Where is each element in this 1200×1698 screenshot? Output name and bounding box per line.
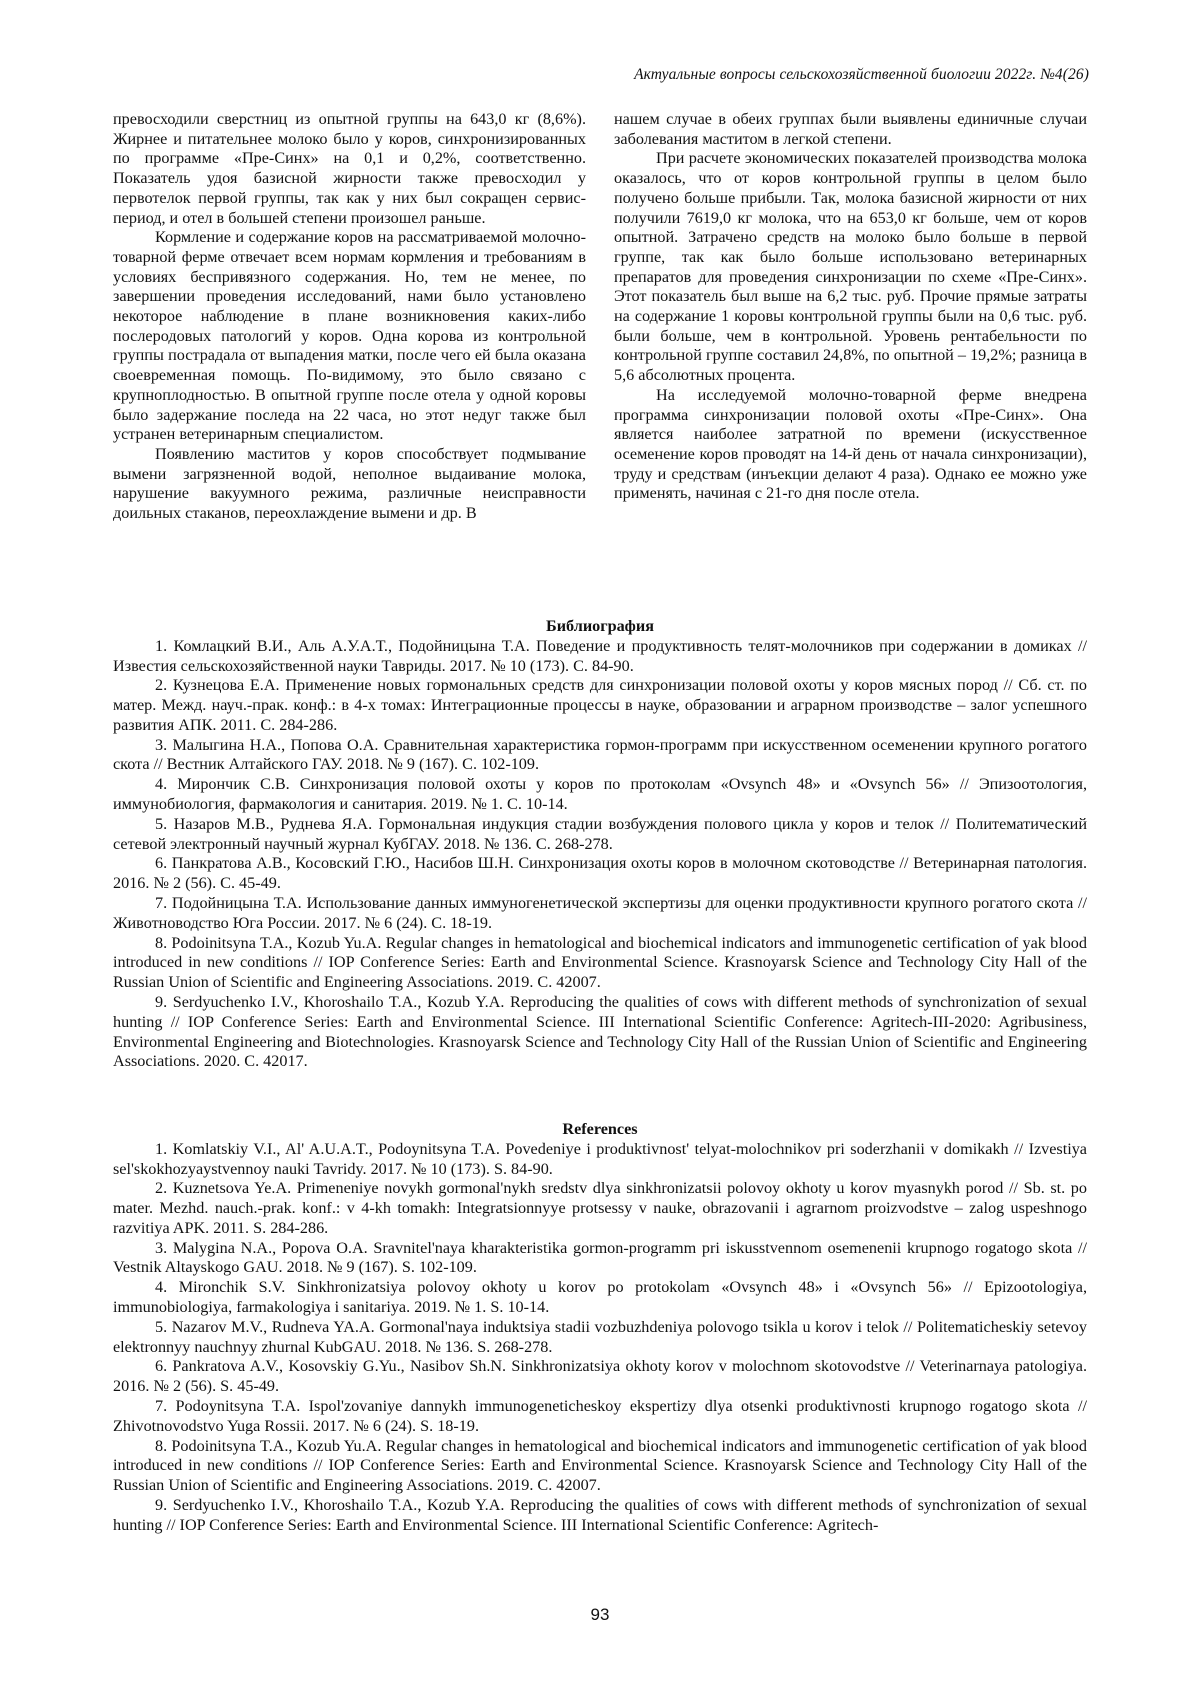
reference-item: 5. Nazarov M.V., Rudneva YA.A. Gormonal'naya induktsiya stadii vozbuzhdeniya polovogo tsikla u korov i telok // Politematicheskiy setevoy elektronnyy nauchnyy zhurnal KubGAU. 2018. № 136. S. 268-278. [113, 1317, 1087, 1356]
reference-item: 2. Kuznetsova Ye.A. Primeneniye novykh gormonal'nykh sredstv dlya sinkhronizatsii polovoy okhoty u korov myasnykh porod // Sb. st. po mater. Mezhd. nauch.-prak. konf.: v 4-kh tomakh: Integratsionnyye protsessy v nauke, obrazovanii i agrarnom proizvodstve – zalog uspeshnogo razvitiya APK. 2011. S. 284-286. [113, 1179, 1087, 1237]
left-column [113, 110, 586, 524]
bibliography-item: 7. Подойницына Т.А. Использование данных иммуногенетической экспертизы для оценки продуктивности крупного рогатого скота // Животноводство Юга России. 2017. № 6 (24). С. 18-19. [113, 894, 1087, 932]
reference-item: 6. Pankratova A.V., Kosovskiy G.Yu., Nasibov Sh.N. Sinkhronizatsiya okhoty korov v molochnom skotovodstve // Veterinarnaya patologiya. 2016. № 2 (56). S. 45-49. [113, 1357, 1087, 1396]
left-paragraph-3: Появлению маститов у коров способствует подмывание вымени загрязненной водой, неполное выдаивание молока, нарушение вакуумного режима, различные неисправности доильных стаканов, переохлаждение вымени и др. В [113, 444, 586, 523]
reference-item: 7. Podoynitsyna T.A. Ispol'zovaniye dannykh immunogeneticheskoy ekspertizy dlya otsenki produktivnosti krupnogo rogatogo skota // Zhivotnovodstvo Yuga Rossii. 2017. № 6 (24). S. 18-19. [113, 1397, 1087, 1435]
bibliography-title: Библиография [546, 617, 654, 635]
bibliography-item: 3. Малыгина Н.А., Попова О.А. Сравнительная характеристика гормон-программ при искусственном осеменении крупного рогатого скота // Вестник Алтайского ГАУ. 2018. № 9 (167). С. 102-109. [113, 735, 1087, 774]
right-column [614, 110, 1087, 524]
reference-item: 3. Malygina N.A., Popova O.A. Sravnitel'naya kharakteristika gormon-programm pri iskusstvennom osemenenii krupnogo rogatogo skota // Vestnik Altayskogo GAU. 2018. № 9 (167). S. 102-109. [113, 1238, 1087, 1277]
bibliography-item: 2. Кузнецова Е.А. Применение новых гормональных средств для синхронизации половой охоты у коров мясных пород // Сб. ст. по матер. Межд. науч.-прак. конф.: в 4-х томах: Интеграционные процессы в науке, образовании и аграрном производстве – залог успешного развития АПК. 2011. С. 284-286. [113, 676, 1087, 734]
bibliography-item: 5. Назаров М.В., Руднева Я.А. Гормональная индукция стадии возбуждения полового цикла у коров и телок // Политематический сетевой электронный научный журнал КубГАУ. 2018. № 136. С. 268-278. [113, 814, 1087, 853]
running-header: Актуальные вопросы сельскохозяйственной биологии 2022г. №4(26) [634, 66, 1089, 83]
right-paragraph-3: На исследуемой молочно-товарной ферме внедрена программа синхронизации половой охоты «Пре-Синх». Она является наиболее затратной по времени (искусственное осеменение коров проводят на 14-й день от начала синхронизации), труду и средствам (инъекции делают 4 раза). Однако ее можно уже применять, начиная с 21-го дня после отела. [614, 385, 1087, 503]
bibliography-item: 9. Serdyuchenko I.V., Khoroshailo T.A., Kozub Y.A. Reproducing the qualities of cows with different methods of synchronization of sexual hunting // IOP Conference Series: Earth and Environmental Science. III International Scientific Conference: Agritech-III-2020: Agribusiness, Environmental Engineering and Biotechnologies. Krasnoyarsk Science and Technology City Hall of the Russian Union of Scientific and Engineering Associations. 2020. С. 42017. [113, 993, 1087, 1071]
page-number: 93 [590, 1605, 610, 1624]
left-paragraph-2: Кормление и содержание коров на рассматриваемой молочно-товарной ферме отвечает всем нормам кормления и требованиям в условиях беспривязного содержания. Но, тем не менее, по завершении проведения исследований, нами было установлено некоторое наблюдение в плане возникновения каких-либо послеродовых патологий у коров. Одна корова из контрольной группы пострадала от выпадения матки, после чего ей была оказана своевременная помощь. По-видимому, это было связано с крупноплодностью. В опытной группе после отела у одной коровы было задержание последа на 22 часа, но этот недуг также был устранен ветеринарным специалистом. [113, 228, 586, 444]
reference-item: 9. Serdyuchenko I.V., Khoroshailo T.A., Kozub Y.A. Reproducing the qualities of cows with different methods of synchronization of sexual hunting // IOP Conference Series: Earth and Environmental Science. III International Scientific Conference: Agritech- [113, 1496, 1087, 1534]
right-paragraph-1: нашем случае в обеих группах были выявлены единичные случаи заболевания маститом в легкой степени. [614, 110, 1087, 148]
bibliography-item: 1. Комлацкий В.И., Аль А.У.А.Т., Подойницына Т.А. Поведение и продуктивность телят-молочников при содержании в домиках // Известия сельскохозяйственной науки Тавриды. 2017. № 10 (173). С. 84-90. [113, 636, 1087, 675]
reference-item: 4. Mironchik S.V. Sinkhronizatsiya polovoy okhoty u korov po protokolam «Ovsynch 48» i «Ovsynch 56» // Epizootologiya, immunobiologiya, farmakologiya i sanitariya. 2019. № 1. S. 10-14. [113, 1278, 1087, 1317]
bibliography-item: 6. Панкратова А.В., Косовский Г.Ю., Насибов Ш.Н. Синхронизация охоты коров в молочном скотоводстве // Ветеринарная патология. 2016. № 2 (56). С. 45-49. [113, 854, 1087, 893]
references-section [113, 1120, 1087, 1536]
body-columns [113, 110, 1087, 524]
bibliography-item: 4. Мирончик С.В. Синхронизация половой охоты у коров по протоколам «Ovsynch 48» и «Ovsynch 56» // Эпизоотология, иммунобиология, фармакология и санитария. 2019. № 1. С. 10-14. [113, 775, 1087, 814]
left-paragraph-1: превосходили сверстниц из опытной группы на 643,0 кг (8,6%). Жирнее и питательнее молоко было у коров, синхронизированных по программе «Пре-Синх» на 0,1 и 0,2%, соответственно. Показатель удоя базисной жирности также превосходил у первотелок первой группы, так как у них был сокращен сервис-период, и отел в большей степени произошел раньше. [113, 110, 586, 227]
reference-item: 1. Komlatskiy V.I., Al' A.U.A.T., Podoynitsyna T.A. Povedeniye i produktivnost' telyat-molochnikov pri soderzhanii v domikakh // Izvestiya sel'skokhozyaystvennoy nauki Tavridy. 2017. № 10 (173). S. 84-90. [113, 1139, 1087, 1178]
reference-item: 8. Podoinitsyna T.A., Kozub Yu.A. Regular changes in hematological and biochemical indicators and immunogenetic certification of yak blood introduced in new conditions // IOP Conference Series: Earth and Environmental Science. Krasnoyarsk Science and Technology City Hall of the Russian Union of Scientific and Engineering Associations. 2019. С. 42007. [113, 1436, 1087, 1495]
bibliography-item: 8. Podoinitsyna T.A., Kozub Yu.A. Regular changes in hematological and biochemical indicators and immunogenetic certification of yak blood introduced in new conditions // IOP Conference Series: Earth and Environmental Science. Krasnoyarsk Science and Technology City Hall of the Russian Union of Scientific and Engineering Associations. 2019. С. 42007. [113, 933, 1087, 992]
references-title: References [562, 1120, 638, 1138]
bibliography-section [113, 617, 1087, 1072]
right-paragraph-2: При расчете экономических показателей производства молока оказалось, что от коров контрольной группы в целом было получено больше прибыли. Так, молока базисной жирности от них получили 7619,0 кг молока, что на 653,0 кг больше, чем от коров опытной. Затрачено средств на молоко было больше в первой группе, так как было больше использовано ветеринарных препаратов для проведения синхронизации по схеме «Пре-Синх». Этот показатель был выше на 6,2 тыс. руб. Прочие прямые затраты на содержание 1 коровы контрольной группы были на 0,6 тыс. руб. были больше, чем в контрольной. Уровень рентабельности по контрольной группе составил 24,8%, по опытной – 19,2%; разница в 5,6 абсолютных процента. [614, 149, 1087, 385]
